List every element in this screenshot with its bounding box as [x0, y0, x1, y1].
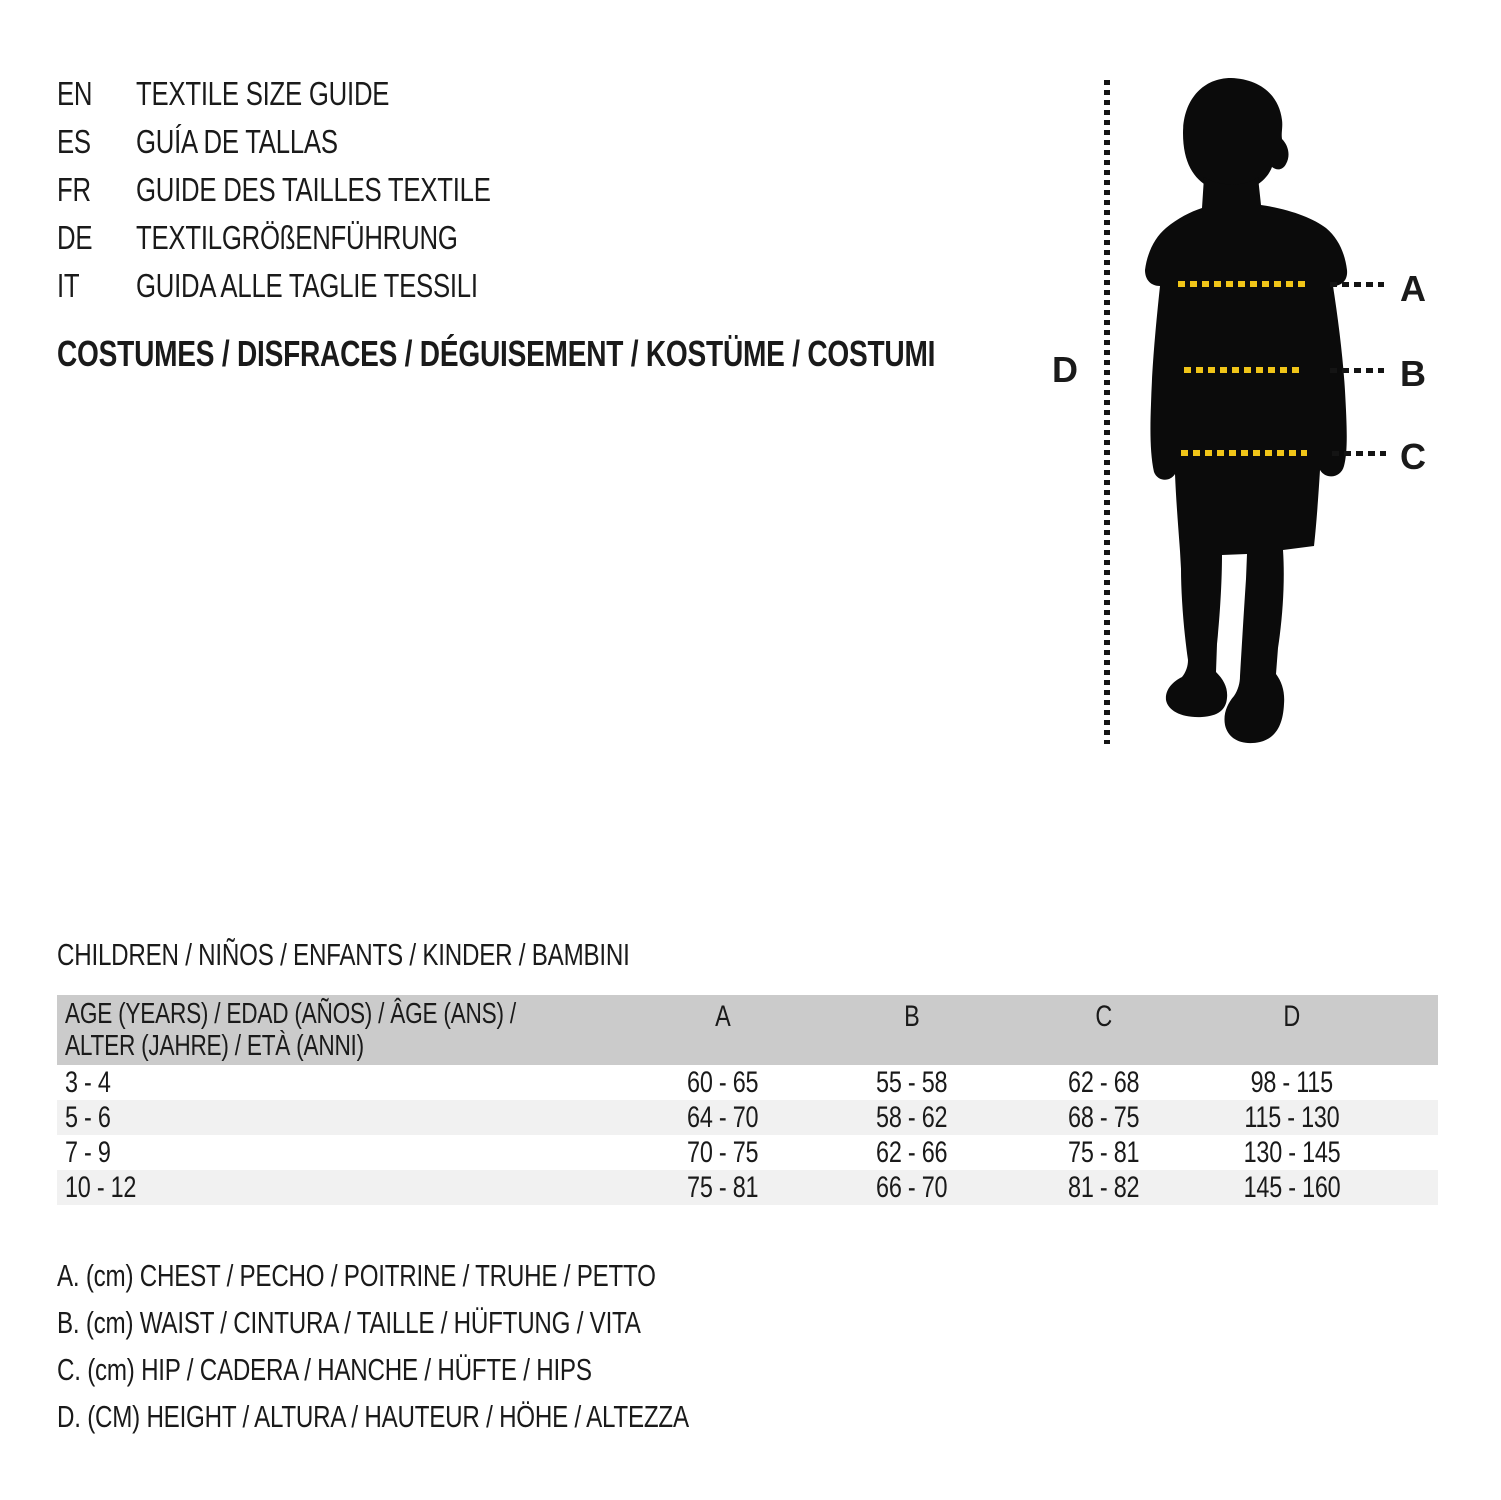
section-title-children — [57, 938, 791, 972]
column-header-a: A — [715, 1000, 731, 1033]
section-title-text: CHILDREN / NIÑOS / ENFANTS / KINDER / BAMBINI — [57, 937, 630, 972]
category-title-text: COSTUMES / DISFRACES / DÉGUISEMENT / KOSTÜME / COSTUMI — [57, 333, 936, 374]
value-cell-a: 64 - 70 — [687, 1101, 759, 1134]
language-code: FR — [57, 171, 91, 208]
age-cell: 5 - 6 — [65, 1101, 111, 1134]
column-header-c: C — [1095, 1000, 1113, 1033]
size-table — [57, 995, 1438, 1205]
language-row — [57, 118, 591, 166]
measurement-legend — [57, 1252, 867, 1440]
age-header-line1: AGE (YEARS) / EDAD (AÑOS) / ÂGE (ANS) / — [65, 998, 516, 1030]
language-row — [57, 70, 591, 118]
value-cell-d: 145 - 160 — [1243, 1171, 1341, 1204]
table-row — [57, 1065, 1438, 1100]
value-cell-b: 55 - 58 — [876, 1066, 948, 1099]
language-list — [57, 70, 591, 310]
language-row — [57, 166, 591, 214]
language-label: TEXTILE SIZE GUIDE — [136, 75, 390, 112]
table-row — [57, 1135, 1438, 1170]
age-cell: 7 - 9 — [65, 1136, 111, 1169]
age-header-line2: ALTER (JAHRE) / ETÀ (ANNI) — [65, 1030, 364, 1062]
age-column-header — [65, 998, 643, 1062]
value-cell-b: 62 - 66 — [876, 1136, 948, 1169]
value-cell-b: 58 - 62 — [876, 1101, 948, 1134]
label-b: B — [1400, 353, 1426, 394]
table-row — [57, 1170, 1438, 1205]
language-code: EN — [57, 75, 93, 112]
value-cell-c: 62 - 68 — [1068, 1066, 1140, 1099]
legend-row-height: D. (CM) HEIGHT / ALTURA / HAUTEUR / HÖHE / ALTEZZA — [57, 1399, 689, 1434]
chest-measure-line-a — [1178, 281, 1306, 287]
language-row — [57, 214, 591, 262]
value-cell-d: 98 - 115 — [1250, 1066, 1334, 1099]
waist-connector-line — [1330, 368, 1384, 373]
table-header-row — [57, 995, 1438, 1065]
age-cell: 10 - 12 — [65, 1171, 137, 1204]
chest-connector-line — [1330, 282, 1384, 287]
value-cell-c: 68 - 75 — [1068, 1101, 1140, 1134]
language-label: TEXTILGRÖßENFÜHRUNG — [136, 219, 458, 256]
language-label: GUIDA ALLE TAGLIE TESSILI — [136, 267, 478, 304]
language-code: ES — [57, 123, 91, 160]
label-c: C — [1400, 436, 1426, 477]
age-cell: 3 - 4 — [65, 1066, 111, 1099]
category-title — [57, 334, 1183, 374]
column-header-b: B — [904, 1000, 920, 1033]
value-cell-c: 81 - 82 — [1068, 1171, 1140, 1204]
value-cell-a: 60 - 65 — [687, 1066, 759, 1099]
language-code: IT — [57, 267, 80, 304]
value-cell-d: 115 - 130 — [1244, 1101, 1340, 1134]
value-cell-b: 66 - 70 — [876, 1171, 948, 1204]
height-dotted-line — [1104, 80, 1110, 744]
value-cell-a: 75 - 81 — [687, 1171, 759, 1204]
child-silhouette-icon — [1130, 75, 1395, 750]
language-label: GUÍA DE TALLAS — [136, 123, 338, 160]
column-header-d: D — [1283, 1000, 1301, 1033]
legend-row-waist: B. (cm) WAIST / CINTURA / TAILLE / HÜFTUNG / VITA — [57, 1305, 641, 1340]
value-cell-c: 75 - 81 — [1068, 1136, 1140, 1169]
value-cell-a: 70 - 75 — [687, 1136, 759, 1169]
language-row — [57, 262, 591, 310]
language-label: GUIDE DES TAILLES TEXTILE — [136, 171, 491, 208]
legend-row-hip: C. (cm) HIP / CADERA / HANCHE / HÜFTE / HIPS — [57, 1352, 592, 1387]
value-cell-d: 130 - 145 — [1243, 1136, 1341, 1169]
hip-measure-line-c — [1181, 450, 1307, 456]
waist-measure-line-b — [1184, 367, 1300, 373]
hip-connector-line — [1332, 451, 1386, 456]
label-a: A — [1400, 268, 1426, 309]
language-code: DE — [57, 219, 93, 256]
legend-row-chest: A. (cm) CHEST / PECHO / POITRINE / TRUHE / PETTO — [57, 1258, 656, 1293]
table-row — [57, 1100, 1438, 1135]
label-d: D — [1052, 349, 1078, 390]
